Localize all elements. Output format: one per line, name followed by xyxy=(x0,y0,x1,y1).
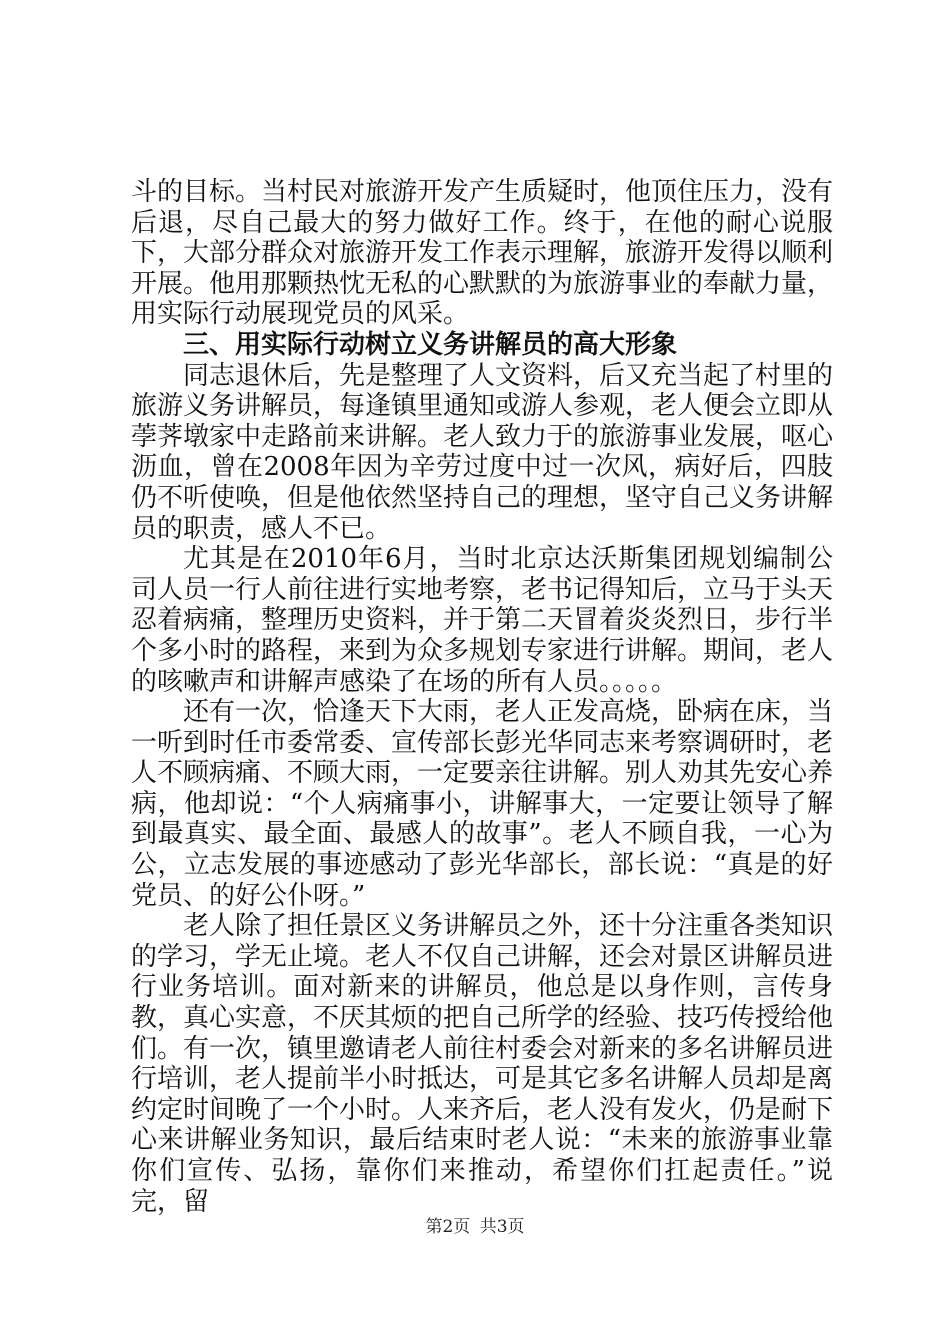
paragraph: 还有一次，恰逢天下大雨，老人正发高烧，卧病在床，当一听到时任市委常委、宣传部长彭光华同志来考察调研时，老人不顾病痛、不顾大雨，一定要亲往讲解。别人劝其先安心养病，他却说：“个人病痛事小，讲解事大，一定要让领导了解到最真实、最全面、最感人的故事”。老人不顾自我，一心为公，立志发展的事迹感动了彭光华部长，部长说：“真是的好党员、的好公仆呀。” xyxy=(131,697,834,911)
paragraph: 同志退休后，先是整理了人文资料，后又充当起了村里的旅游义务讲解员，每逢镇里通知或游人参观，老人便会立即从荸荠墩家中走路前来讲解。老人致力于的旅游事业发展，呕心沥血，曾在2008年因为辛劳过度中过一次风，病好后，四肢仍不听使唤，但是他依然坚持自己的理想，坚守自己义务讲解员的职责，感人不已。 xyxy=(131,360,834,544)
paragraph: 尤其是在2010年6月，当时北京达沃斯集团规划编制公司人员一行人前往进行实地考察，老书记得知后，立马于头天忍着病痛，整理历史资料，并于第二天冒着炎炎烈日，步行半个多小时的路程，来到为众多规划专家进行讲解。期间，老人的咳嗽声和讲解声感染了在场的所有人员。。。。。 xyxy=(131,544,834,697)
paragraph-continuation: 斗的目标。当村民对旅游开发产生质疑时，他顶住压力，没有后退，尽自己最大的努力做好工作。终于，在他的耐心说服下，大部分群众对旅游开发工作表示理解，旅游开发得以顺利开展。他用那颗热忱无私的心默默的为旅游事业的奉献力量，用实际行动展现党员的风采。 xyxy=(131,177,834,330)
page-number: 第2页 xyxy=(425,1217,471,1237)
page-total: 共3页 xyxy=(479,1217,525,1237)
page-footer xyxy=(0,1212,950,1237)
paragraph: 老人除了担任景区义务讲解员之外，还十分注重各类知识的学习，学无止境。老人不仅自己讲解，还会对景区讲解员进行业务培训。面对新来的讲解员，他总是以身作则，言传身教，真心实意，不厌其烦的把自己所学的经验、技巧传授给他们。有一次，镇里邀请老人前往村委会对新来的多名讲解员进行培训，老人提前半小时抵达，可是其它多名讲解人员却是离约定时间晚了一个小时。人来齐后，老人没有发火，仍是耐下心来讲解业务知识，最后结束时老人说：“未来的旅游事业靠你们宣传、弘扬，靠你们来推动，希望你们扛起责任。”说完，留 xyxy=(131,911,834,1217)
section-heading: 三、用实际行动树立义务讲解员的高大形象 xyxy=(183,329,678,360)
document-body xyxy=(131,177,833,1217)
